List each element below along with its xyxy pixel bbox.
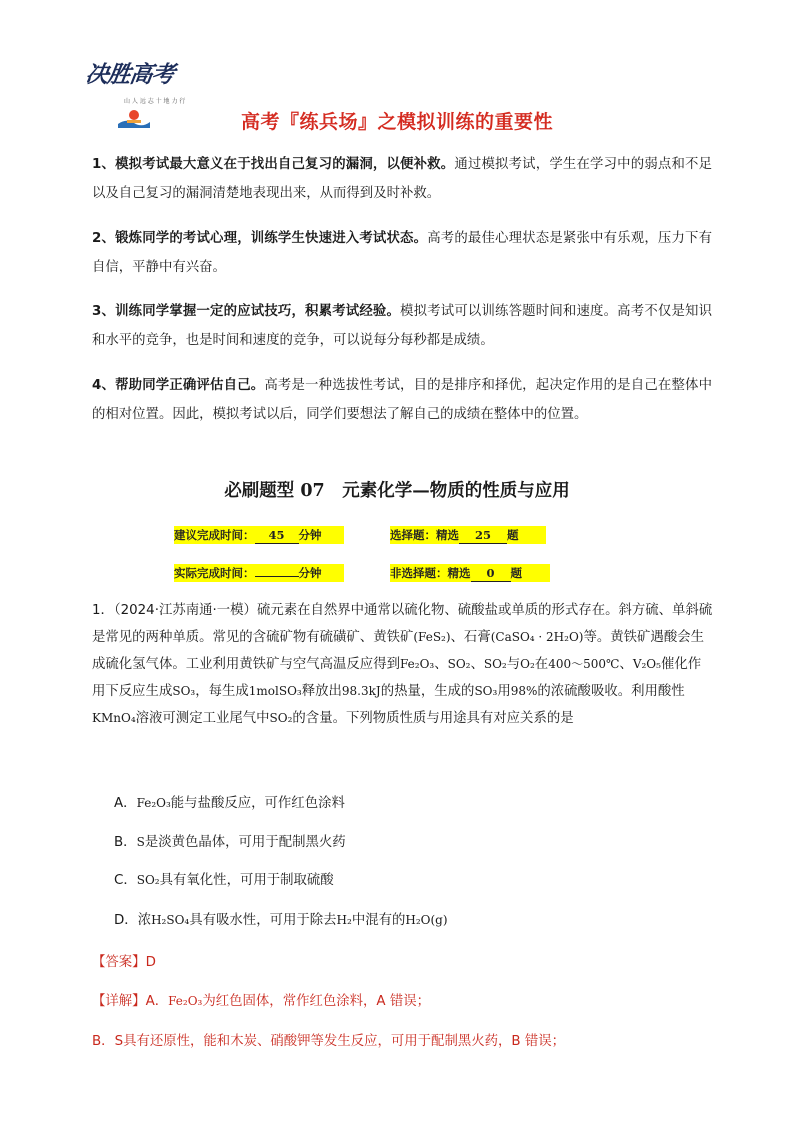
intro-paragraph-3: 3、训练同学掌握一定的应试技巧，积累考试经验。模拟考试可以训练答题时间和速度。高考不仅是知识和水平的竞争，也是时间和速度的竞争，可以说每分每秒都是成绩。 bbox=[92, 304, 712, 348]
answer: 【答案】D bbox=[92, 955, 156, 970]
intro-paragraph-1: 1、模拟考试最大意义在于找出自己复习的漏洞，以便补救。通过模拟考试，学生在学习中的弱点和不足以及自己复习的漏洞清楚地表现出来，从而得到及时补救。 bbox=[92, 157, 712, 201]
question-stem: 1．（2024·江苏南通·一模）硫元素在自然界中通常以硫化物、硫酸盐或单质的形式存在。斜方硫、单斜硫是常见的两种单质。常见的含硫矿物有硫磺矿、黄铁矿(FeS₂)、石膏(CaSO₄ · 2H₂O)等。黄铁矿遇酸会生成硫化氢气体。工业利用黄铁矿与空气高温反应得到Fe₂O₃、SO₂、SO₂与O₂在400～500℃、V₂O₅催化作用下反应生成SO₃，每生成1molSO₃释放出98.3kJ的热量，生成的SO₃用98%的浓硫酸吸收。利用酸性KMnO₄溶液可测定工业尾气中SO₂的含量。下列物质性质与用途具有对应关系的是 bbox=[92, 603, 713, 726]
choice-count: 选择题：精选 25 题 bbox=[390, 526, 546, 544]
intro-paragraph-2: 2、锻炼同学的考试心理，训练学生快速进入考试状态。高考的最佳心理状态是紧张中有乐观，压力下有自信，平静中有兴奋。 bbox=[92, 231, 712, 275]
page-title: 高考『练兵场』之模拟训练的重要性 bbox=[240, 111, 553, 133]
info-row-suggested bbox=[174, 526, 554, 546]
explanation-a: 【详解】A．Fe₂O₃为红色固体，常作红色涂料，A 错误； bbox=[92, 994, 431, 1009]
option-d: D．浓H₂SO₄具有吸水性，可用于除去H₂中混有的H₂O(g) bbox=[114, 913, 448, 928]
actual-time: 实际完成时间： 分钟 bbox=[174, 564, 344, 582]
nonchoice-count: 非选择题：精选 0 题 bbox=[390, 564, 550, 582]
logo-title: 决胜高考 bbox=[83, 61, 176, 88]
intro-paragraph-4: 4、帮助同学正确评估自己。高考是一种选拔性考试，目的是排序和择优，起决定作用的是自己在整体中的相对位置。因此，模拟考试以后，同学们要想法了解自己的成绩在整体中的位置。 bbox=[92, 378, 712, 422]
option-b: B．S是淡黄色晶体，可用于配制黑火药 bbox=[114, 835, 346, 850]
option-c: C．SO₂具有氧化性，可用于制取硫酸 bbox=[114, 873, 334, 888]
explanation-b: B．S具有还原性，能和木炭、硝酸钾等发生反应，可用于配制黑火药，B 错误； bbox=[92, 1034, 566, 1049]
suggested-time: 建议完成时间： 45 分钟 bbox=[174, 526, 344, 544]
info-row-actual bbox=[174, 564, 554, 584]
logo-subtitle: 山 人 远 志 十 地 力 行 bbox=[124, 98, 186, 105]
option-a: A．Fe₂O₃能与盐酸反应，可作红色涂料 bbox=[114, 796, 345, 811]
section-title: 必刷题型 07 元素化学—物质的性质与应用 bbox=[224, 481, 570, 501]
